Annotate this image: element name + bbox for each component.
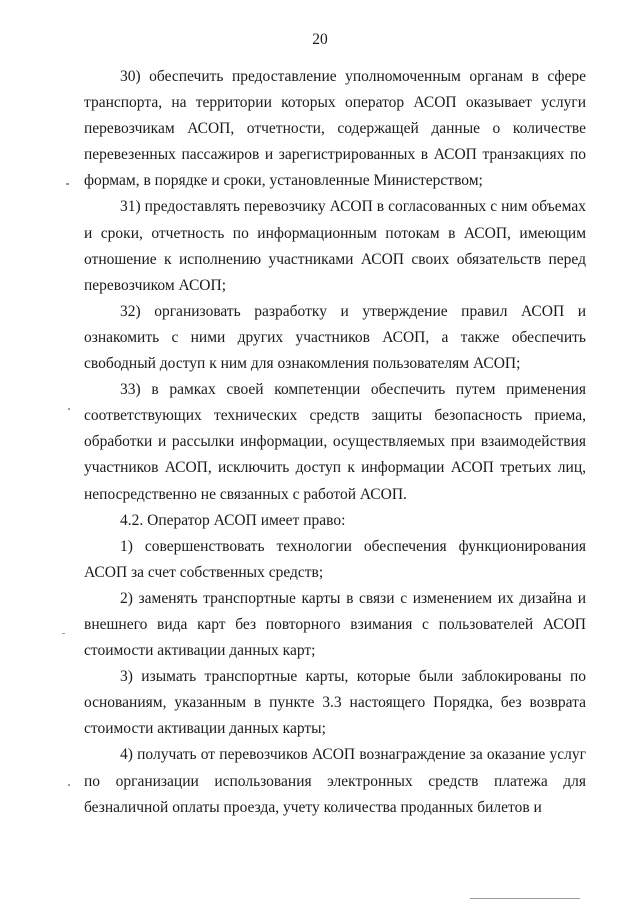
paragraph-item-30: 30) обеспечить предоставление уполномоченным органам в сфере транспорта, на территории которых оператор АСОП оказывает услуги перевозчикам АСОП, отчетности, содержащей данные о количестве перевезенных пассажиров и зарегистрированных в АСОП транзакциях по формам, в порядке и сроки, установленные Министерством;: [84, 68, 586, 190]
paragraph-right-3: 3) изымать транспортные карты, которые были заблокированы по основаниям, указанным в пункте 3.3 настоящего Порядка, без возврата стоимости активации данных карты;: [84, 668, 586, 738]
paragraph-right-2: 2) заменять транспортные карты в связи с изменением их дизайна и внешнего вида карт без повторного взимания с пользователей АСОП стоимости активации данных карт;: [84, 589, 586, 660]
scan-speck: [62, 633, 65, 634]
scan-speck: [68, 784, 70, 786]
document-body: [84, 64, 586, 821]
paragraph-right-4: 4) получать от перевозчиков АСОП вознаграждение за оказание услуг по организации использования электронных средств платежа для безналичной оплаты проезда, учету количества проданных билетов и: [84, 746, 586, 816]
scan-speck: [68, 408, 70, 410]
paragraph-item-31: 31) предоставлять перевозчику АСОП в согласованных с ним объемах и сроки, отчетность по информационным потокам в АСОП, имеющим отношение к исполнению участниками АСОП своих обязательств перед перевозчиком АСОП;: [84, 198, 586, 294]
paragraph-right-1: 1) совершенствовать технологии обеспечения функционирования АСОП за счет собственных средств;: [84, 537, 586, 581]
paragraph-item-32: 32) организовать разработку и утверждение правил АСОП и ознакомить с ними других участников АСОП, а также обеспечить свободный доступ к ним для ознакомления пользователям АСОП;: [84, 302, 586, 373]
paragraph-item-33: 33) в рамках своей компетенции обеспечить путем применения соответствующих технических средств защиты безопасность приема, обработки и рассылки информации, осуществляемых при взаимодействия участников АСОП, исключить доступ к информации АСОП третьих лиц, непосредственно не связанных с работой АСОП.: [84, 381, 586, 503]
paragraph-section-4-2: 4.2. Оператор АСОП имеет право:: [120, 511, 346, 529]
scan-speck: [470, 898, 580, 899]
scan-speck: [66, 183, 69, 185]
page-number: 20: [312, 31, 328, 48]
